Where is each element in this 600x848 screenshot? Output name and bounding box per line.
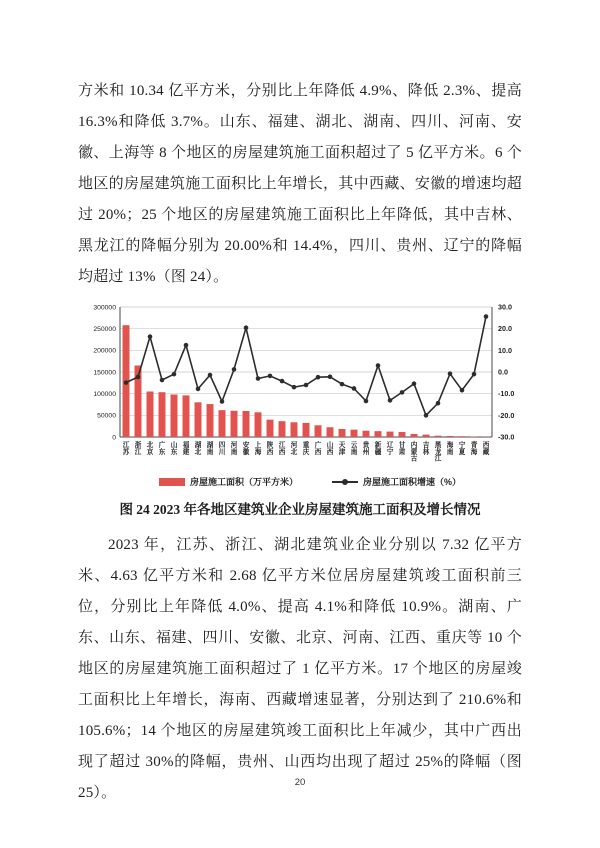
svg-text:贵州: 贵州 bbox=[362, 442, 370, 456]
svg-text:湖南: 湖南 bbox=[206, 442, 214, 456]
svg-text:30.0: 30.0 bbox=[498, 302, 512, 312]
svg-text:宁夏: 宁夏 bbox=[458, 442, 466, 456]
legend-item-bar bbox=[159, 475, 298, 488]
left-axis-ticks bbox=[93, 304, 116, 441]
svg-text:河北: 河北 bbox=[290, 442, 298, 456]
chart-legend bbox=[80, 475, 540, 488]
body-paragraph-2: 2023 年，江苏、浙江、湖北建筑业企业分别以 7.32 亿平方米、4.63 亿平方米和 2.68 亿平方米位居房屋建筑竣工面积前三位，分别比上年降低 4.0%、提高 4.1%和降低 10.9%。湖南、广东、山东、福建、四川、安徽、北京、河南、江西、重庆等 10 个地区的房屋建筑施工面积超过了 1 亿平方米。17 个地区的房屋竣工面积比上年增长，海南、西藏增速显著，分别达到了 210.6%和 105.6%；14 个地区的房屋建筑竣工面积比上年减少，其中广西出现了超过 30%的降幅，贵州、山西均出现了超过 25%的降幅（图 25）。 bbox=[78, 537, 522, 801]
svg-text:江西: 江西 bbox=[278, 442, 286, 456]
svg-text:陕西: 陕西 bbox=[266, 442, 274, 456]
svg-text:山东: 山东 bbox=[170, 442, 178, 456]
svg-text:四川: 四川 bbox=[218, 442, 226, 456]
line-series bbox=[124, 314, 489, 417]
svg-text:内蒙古: 内蒙古 bbox=[410, 442, 418, 463]
figure24-chart bbox=[80, 301, 540, 488]
svg-text:50000: 50000 bbox=[97, 412, 116, 420]
legend-line-label: 房屋施工面积增速（%） bbox=[363, 477, 462, 487]
svg-text:20.0: 20.0 bbox=[498, 324, 512, 334]
svg-text:10.0: 10.0 bbox=[498, 345, 512, 355]
svg-text:天津: 天津 bbox=[338, 442, 346, 456]
svg-text:安徽: 安徽 bbox=[242, 442, 250, 456]
line-marker-dot bbox=[342, 479, 348, 485]
svg-text:0: 0 bbox=[112, 434, 116, 442]
svg-text:山西: 山西 bbox=[326, 442, 334, 456]
bars-series bbox=[123, 325, 490, 437]
svg-text:吉林: 吉林 bbox=[422, 442, 430, 456]
svg-text:海南: 海南 bbox=[446, 442, 454, 456]
svg-text:浙江: 浙江 bbox=[134, 442, 142, 456]
svg-text:北京: 北京 bbox=[146, 442, 154, 456]
svg-text:广东: 广东 bbox=[158, 442, 166, 456]
svg-text:100000: 100000 bbox=[93, 390, 116, 398]
svg-text:甘肃: 甘肃 bbox=[398, 442, 406, 456]
legend-bar-label: 房屋施工面积（万平方米） bbox=[189, 477, 298, 487]
svg-text:辽宁: 辽宁 bbox=[386, 442, 394, 456]
svg-text:西藏: 西藏 bbox=[482, 442, 490, 456]
svg-text:200000: 200000 bbox=[93, 347, 116, 355]
svg-text:-20.0: -20.0 bbox=[498, 410, 515, 420]
x-axis-labels bbox=[122, 440, 490, 463]
svg-text:福建: 福建 bbox=[182, 442, 190, 456]
svg-text:广西: 广西 bbox=[314, 442, 322, 456]
svg-text:-10.0: -10.0 bbox=[498, 389, 515, 399]
right-axis-ticks bbox=[498, 303, 514, 442]
bar-line-chart bbox=[80, 301, 540, 473]
svg-text:云南: 云南 bbox=[350, 442, 358, 456]
svg-text:重庆: 重庆 bbox=[302, 442, 310, 456]
svg-text:250000: 250000 bbox=[93, 325, 116, 333]
page-number: 20 bbox=[294, 777, 306, 788]
svg-text:黑龙江: 黑龙江 bbox=[434, 442, 442, 463]
chart-canvas bbox=[80, 301, 540, 473]
body-paragraph-1: 方米和 10.34 亿平方米，分别比上年降低 4.9%、降低 2.3%、提高 16.3%和降低 3.7%。山东、福建、湖北、湖南、四川、河南、安徽、上海等 8 个地区的房屋建筑施工面积超过了 5 亿平方米。6 个地区的房屋建筑施工面积比上年增长，其中西藏、安徽的增速均超过 20%；25 个地区的房屋建筑施工面积比上年降低，其中吉林、黑龙江的降幅分别为 20.00%和 14.4%，四川、贵州、辽宁的降幅均超过 13%（图 24）。 bbox=[78, 83, 522, 285]
svg-text:0.0: 0.0 bbox=[498, 367, 508, 377]
svg-text:河南: 河南 bbox=[230, 442, 238, 456]
svg-text:150000: 150000 bbox=[93, 369, 116, 377]
svg-text:湖北: 湖北 bbox=[194, 442, 202, 456]
legend-item-line bbox=[332, 475, 461, 488]
svg-text:江苏: 江苏 bbox=[122, 442, 130, 456]
svg-text:青海: 青海 bbox=[470, 442, 478, 456]
line-series-swatch bbox=[332, 481, 358, 483]
svg-text:新疆: 新疆 bbox=[374, 442, 382, 456]
svg-text:-30.0: -30.0 bbox=[498, 432, 515, 442]
figure24-caption: 图 24 2023 年各地区建筑业企业房屋建筑施工面积及增长情况 bbox=[119, 502, 481, 517]
svg-text:上海: 上海 bbox=[254, 442, 262, 456]
bar-series-swatch bbox=[159, 478, 185, 486]
svg-text:300000: 300000 bbox=[93, 304, 116, 312]
